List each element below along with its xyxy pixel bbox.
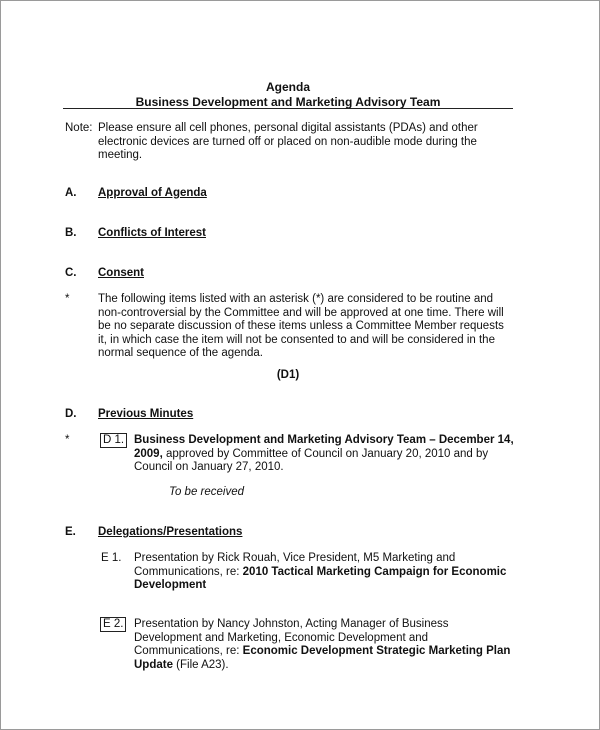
item-e1-text xyxy=(134,552,514,593)
consent-text: The following items listed with an asterisk (*) are considered to be routine and non-controversial by the Committee and will be approved at one time. There will be no separate discussion of these items unless a Committee Member requests it, in which case the item will not be consented to and will be considered in the normal sequence of the agenda. xyxy=(98,293,504,359)
note-label: Note: xyxy=(65,122,93,134)
section-d-letter: D. xyxy=(65,408,77,420)
section-e-letter: E. xyxy=(65,526,76,538)
item-d1-note: To be received xyxy=(169,486,245,498)
section-a-title: Approval of Agenda xyxy=(98,187,207,199)
section-c-letter: C. xyxy=(65,267,77,279)
item-e1-bold-text: 2010 Tactical Marketing Campaign for Economic Development xyxy=(134,565,507,591)
item-e2-text xyxy=(134,618,514,672)
item-d1-text xyxy=(134,434,514,475)
item-e2-bold-text: Economic Development Strategic Marketing Plan Update xyxy=(134,645,511,671)
section-e-title: Delegations/Presentations xyxy=(98,526,243,538)
note-text: Please ensure all cell phones, personal digital assistants (PDAs) and other electronic devices are turned off or placed on non-audible mode during the meeting. xyxy=(98,122,478,161)
minutes-bullet: * xyxy=(65,434,70,446)
item-e2-plain-text: Presentation by Nancy Johnston, Acting Manager of Business Development and Marketing, Economic Development and Communications, re: xyxy=(134,618,449,657)
item-d1-bold-text: Business Development and Marketing Advisory Team – December 14, 2009, xyxy=(134,434,514,460)
item-e1-plain-text: Presentation by Rick Rouah, Vice President, M5 Marketing and Communications, re: xyxy=(134,552,456,578)
section-b-letter: B. xyxy=(65,227,77,239)
document-title: Agenda xyxy=(265,80,310,94)
section-a-letter: A. xyxy=(65,187,77,199)
section-c-title: Consent xyxy=(98,267,144,279)
header-divider xyxy=(63,108,513,109)
item-e1-number: E 1. xyxy=(101,552,122,564)
item-e2-suffix: (File A23). xyxy=(172,658,229,671)
section-d-title: Previous Minutes xyxy=(98,408,194,420)
consent-reference: (D1) xyxy=(276,369,300,381)
item-d1-number: D 1. xyxy=(100,433,127,448)
item-e2-number: E 2. xyxy=(100,617,126,632)
document-subtitle: Business Development and Marketing Advisory Team xyxy=(135,95,441,109)
document-header xyxy=(63,80,513,110)
section-b-title: Conflicts of Interest xyxy=(98,227,206,239)
consent-bullet: * xyxy=(65,293,70,305)
item-d1-rest-text: approved by Committee of Council on January 20, 2010 and by Council on January 27, 2010. xyxy=(134,447,489,473)
